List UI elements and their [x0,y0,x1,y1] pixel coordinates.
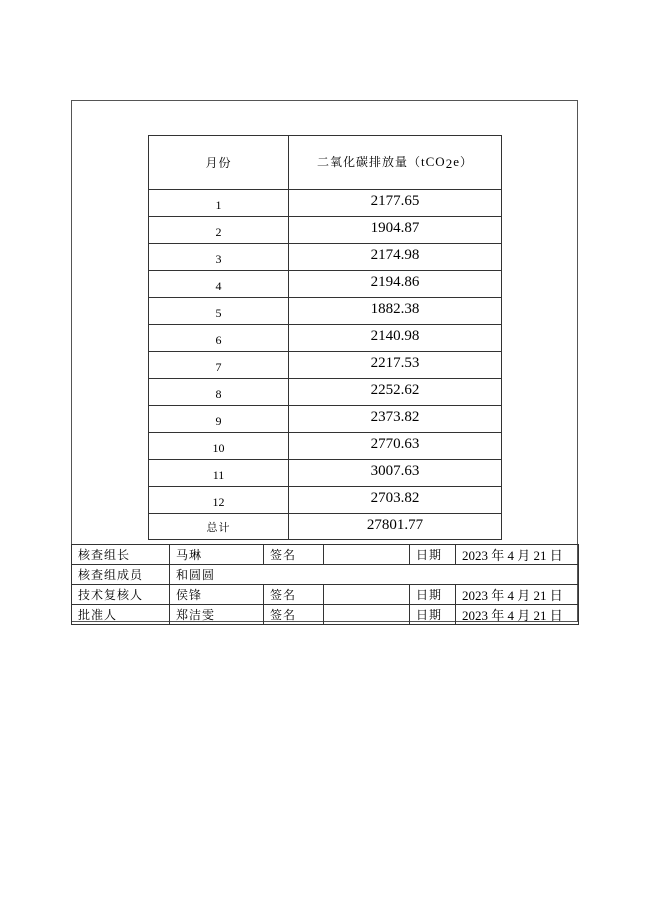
emissions-row [149,271,502,298]
month-cell: 1 [149,190,289,217]
date-value-cell: 2023 年 4 月 21 日 [456,605,579,625]
emissions-row [149,433,502,460]
sign-label-cell: 签名 [264,605,324,625]
name-cell: 郑洁雯 [170,605,264,625]
signoff-row [72,585,579,605]
date-value-cell: 2023 年 4 月 21 日 [456,545,579,565]
unit-t: tCO [421,154,446,169]
emission-value-cell: 2217.53 [289,352,502,379]
name-cell: 马琳 [170,545,264,565]
emissions-row [149,352,502,379]
emissions-row [149,190,502,217]
header-emission-label: 二氧化碳排放量（ [317,155,422,169]
signoff-row [72,565,579,585]
emission-value-cell: 1904.87 [289,217,502,244]
month-cell: 11 [149,460,289,487]
header-month: 月份 [149,136,289,190]
date-label-cell: 日期 [410,585,456,605]
date-label-cell: 日期 [410,605,456,625]
emissions-row [149,460,502,487]
emissions-table [148,135,502,540]
unit-close: ） [459,155,473,169]
emission-value-cell: 1882.38 [289,298,502,325]
emissions-header-row [149,136,502,190]
signoff-row [72,605,579,625]
emissions-body [149,190,502,514]
month-cell: 9 [149,406,289,433]
emissions-row [149,217,502,244]
role-cell: 批准人 [72,605,170,625]
emissions-row [149,244,502,271]
emission-value-cell: 2194.86 [289,271,502,298]
month-cell: 7 [149,352,289,379]
emission-value-cell: 2252.62 [289,379,502,406]
emission-value-cell: 2177.65 [289,190,502,217]
signature-cell [324,585,410,605]
emissions-row [149,325,502,352]
emission-value-cell: 2373.82 [289,406,502,433]
month-cell: 3 [149,244,289,271]
emissions-row [149,298,502,325]
emissions-row [149,406,502,433]
emission-value-cell: 2174.98 [289,244,502,271]
role-cell: 核查组长 [72,545,170,565]
role-cell: 技术复核人 [72,585,170,605]
month-cell: 10 [149,433,289,460]
sign-label-cell: 签名 [264,545,324,565]
total-value: 27801.77 [289,514,502,540]
month-cell: 12 [149,487,289,514]
signature-cell [324,605,410,625]
emission-value-cell: 2703.82 [289,487,502,514]
signoff-body [72,545,579,625]
month-cell: 8 [149,379,289,406]
emissions-row [149,379,502,406]
name-cell: 和圆圆 [170,565,579,585]
signoff-table [71,544,579,625]
role-cell: 核查组成员 [72,565,170,585]
emission-value-cell: 3007.63 [289,460,502,487]
emissions-total-row [149,514,502,540]
date-label-cell: 日期 [410,545,456,565]
unit-e: e [453,154,460,169]
signoff-row [72,545,579,565]
date-value-cell: 2023 年 4 月 21 日 [456,585,579,605]
emissions-row [149,487,502,514]
sign-label-cell: 签名 [264,585,324,605]
unit-subscript: 2 [445,156,454,171]
name-cell: 侯锋 [170,585,264,605]
total-label: 总计 [149,514,289,540]
header-emission [289,136,502,190]
month-cell: 4 [149,271,289,298]
emission-value-cell: 2140.98 [289,325,502,352]
emission-value-cell: 2770.63 [289,433,502,460]
month-cell: 6 [149,325,289,352]
month-cell: 2 [149,217,289,244]
signature-cell [324,545,410,565]
month-cell: 5 [149,298,289,325]
